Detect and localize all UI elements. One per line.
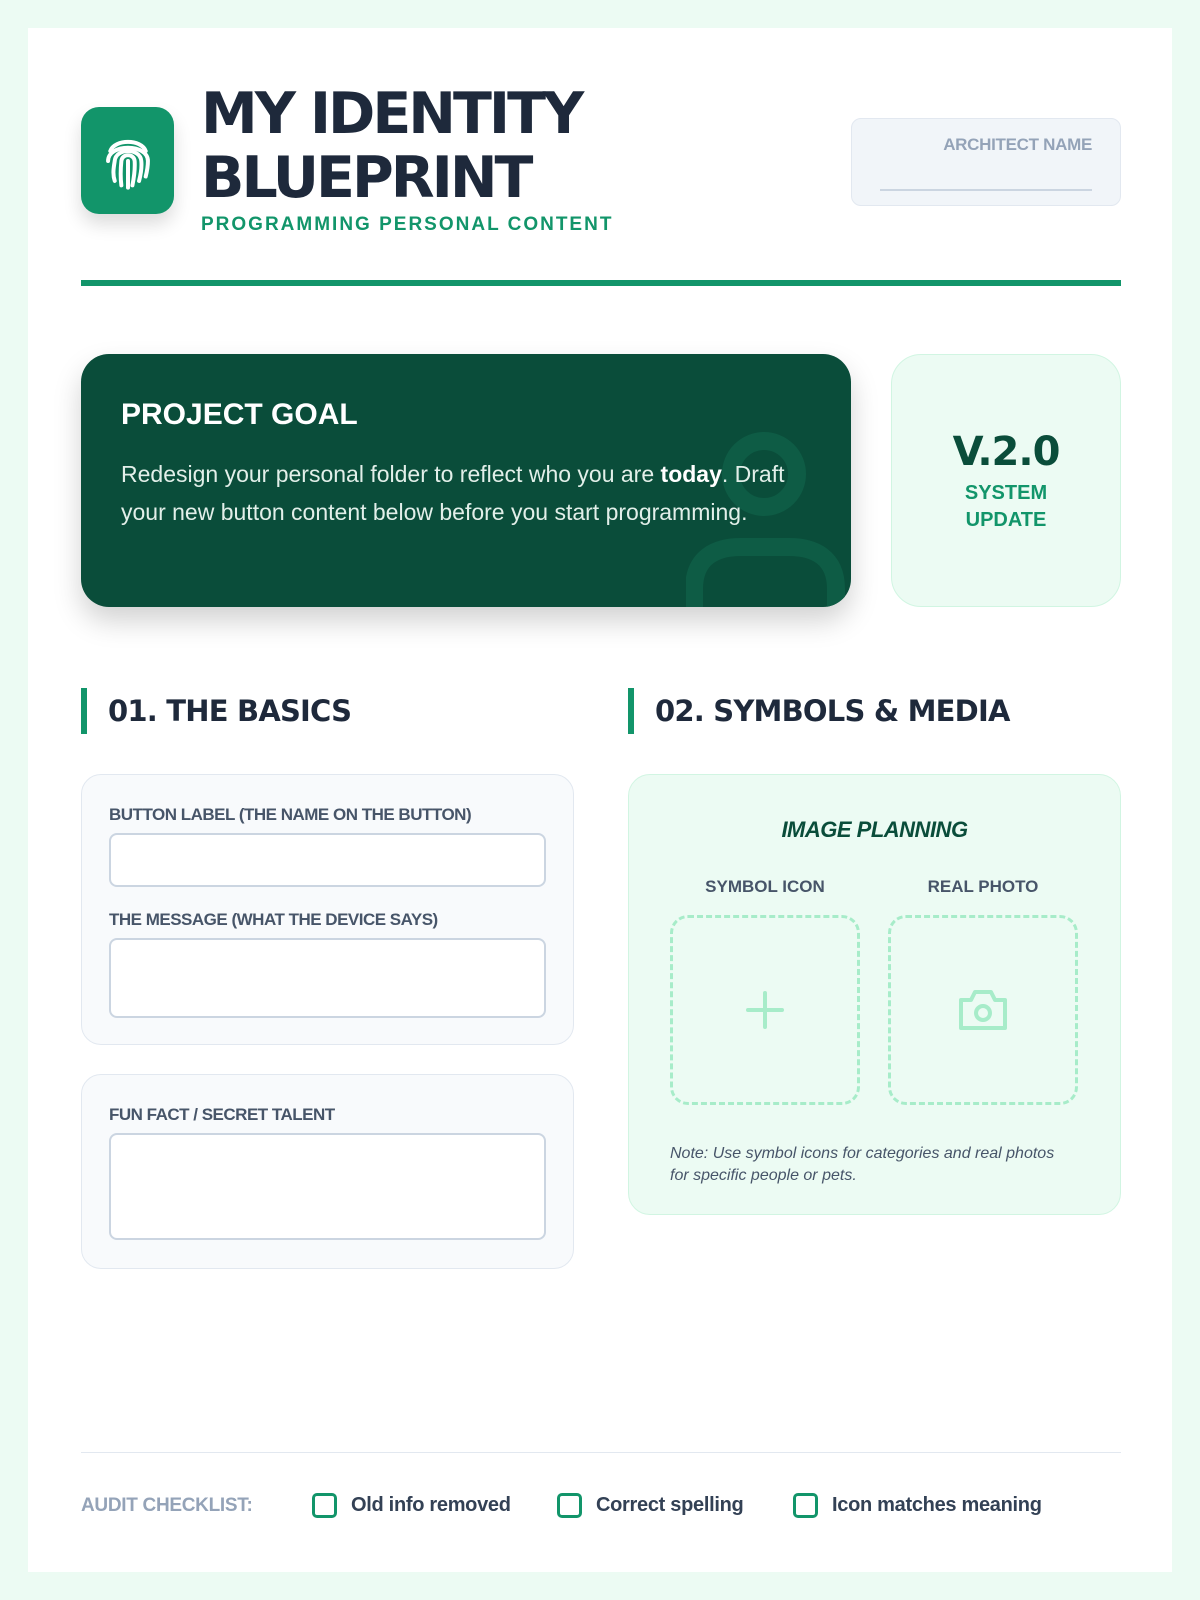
version-label: SYSTEM UPDATE (964, 482, 1048, 531)
camera-icon (957, 988, 1009, 1032)
checkbox[interactable] (793, 1493, 818, 1518)
real-photo-label: REAL PHOTO (927, 877, 1039, 896)
version-number: V.2.0 (952, 429, 1060, 475)
fun-fact-field[interactable] (109, 1133, 546, 1240)
logo-badge (81, 107, 174, 214)
architect-name-line (880, 189, 1092, 191)
audit-checklist-title: AUDIT CHECKLIST: (81, 1495, 253, 1516)
footer-divider (81, 1452, 1121, 1453)
plus-icon (745, 990, 785, 1030)
project-goal-card (81, 354, 851, 607)
symbol-icon-label: SYMBOL ICON (705, 877, 825, 896)
checkbox[interactable] (557, 1493, 582, 1518)
checklist-item-label: Correct spelling (596, 1494, 744, 1516)
version-badge (891, 354, 1121, 607)
header-divider (81, 280, 1121, 286)
message-label: THE MESSAGE (WHAT THE DEVICE SAYS) (109, 910, 438, 929)
fingerprint-icon (100, 130, 156, 192)
checklist-item-label: Icon matches meaning (832, 1494, 1042, 1516)
image-planning-card (628, 774, 1121, 1215)
real-photo-slot[interactable] (888, 915, 1078, 1105)
button-label-field[interactable] (109, 833, 546, 887)
basics-card (81, 774, 574, 1045)
message-field[interactable] (109, 938, 546, 1018)
checklist-item-label: Old info removed (351, 1494, 511, 1516)
fun-fact-label: FUN FACT / SECRET TALENT (109, 1105, 335, 1124)
checkbox[interactable] (312, 1493, 337, 1518)
architect-name-label: ARCHITECT NAME (943, 135, 1092, 154)
image-planning-note: Note: Use symbol icons for categories and real photos for specific people or pets. (670, 1145, 1055, 1184)
architect-name-box[interactable] (851, 118, 1121, 206)
fun-fact-card (81, 1074, 574, 1269)
worksheet (28, 28, 1172, 1572)
symbol-icon-slot[interactable] (670, 915, 860, 1105)
project-goal-text: Redesign your personal folder to reflect who you are today. Draft your new button content below before you start programming. (121, 461, 785, 525)
checklist-item[interactable] (793, 1493, 1042, 1518)
button-label-label: BUTTON LABEL (THE NAME ON THE BUTTON) (109, 805, 472, 824)
section-media-heading: 02. SYMBOLS & MEDIA (628, 688, 1010, 734)
section-basics-heading: 01. THE BASICS (81, 688, 351, 734)
checklist-item[interactable] (557, 1493, 743, 1518)
image-planning-title: IMAGE PLANNING (781, 817, 968, 842)
checklist-item[interactable] (312, 1493, 511, 1518)
project-goal-title: PROJECT GOAL (121, 398, 358, 431)
page-title: MY IDENTITY BLUEPRINT (201, 81, 582, 211)
page-subtitle: PROGRAMMING PERSONAL CONTENT (201, 214, 614, 235)
